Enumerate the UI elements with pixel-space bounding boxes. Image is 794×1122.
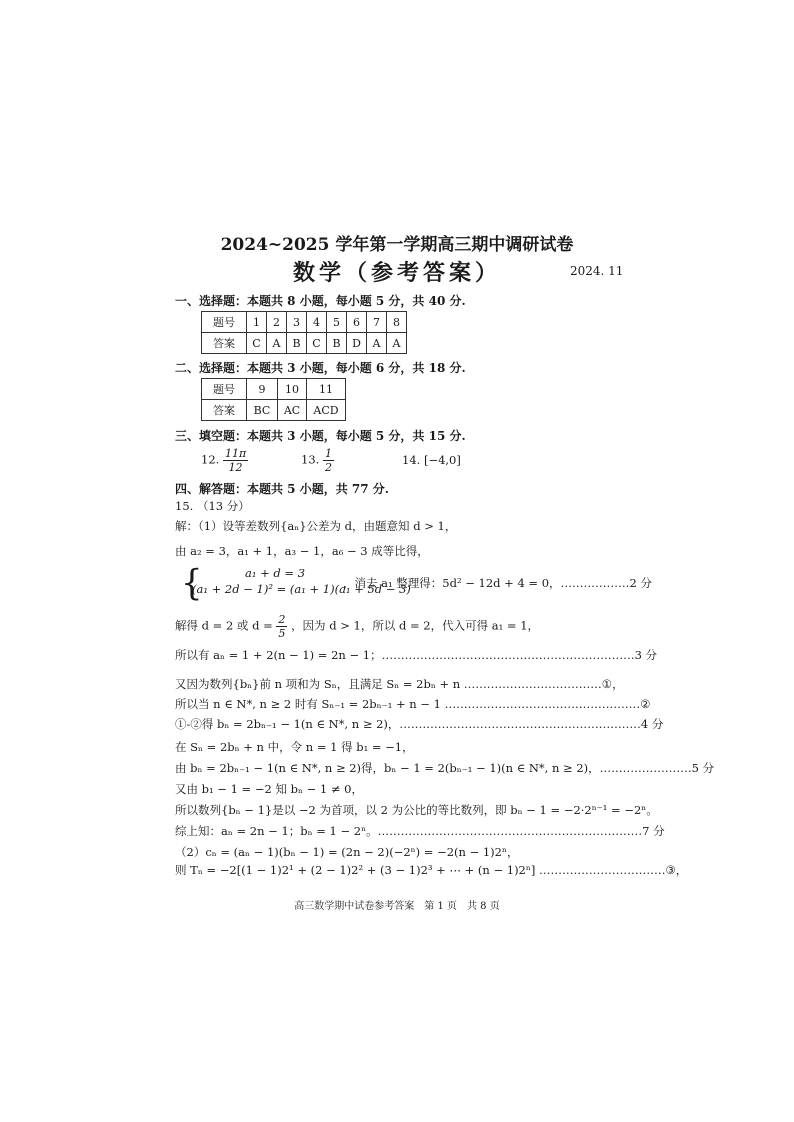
table-row bbox=[202, 333, 407, 354]
row-label: 题号 bbox=[202, 312, 247, 333]
question-number: 11 bbox=[307, 379, 346, 400]
answer-cell: A bbox=[387, 333, 407, 354]
q14-answer bbox=[402, 453, 461, 467]
answer-cell: B bbox=[287, 333, 307, 354]
solution-line: ，消去 a₁ 整理得：5d² − 12d + 4 = 0，………………2 分 bbox=[343, 576, 653, 590]
table-row bbox=[202, 312, 407, 333]
section1-heading: 一、选择题：本题共 8 小题，每小题 5 分，共 40 分. bbox=[175, 294, 466, 308]
system-equation-2: (a₁ + 2d − 1)² = (a₁ + 1)(a₁ + 5d − 3) bbox=[192, 582, 411, 596]
question-number: 3 bbox=[287, 312, 307, 333]
answer-cell: AC bbox=[278, 400, 307, 421]
system-brace: { bbox=[181, 562, 203, 604]
solution-text: ，因为 d > 1，所以 d = 2，代入可得 a₁ = 1， bbox=[291, 618, 540, 633]
q14-value: [−4,0] bbox=[423, 453, 461, 467]
page-footer: 高三数学期中试卷参考答案 第 1 页 共 8 页 bbox=[294, 901, 500, 912]
q13-denominator: 2 bbox=[324, 461, 332, 474]
question-number: 8 bbox=[387, 312, 407, 333]
question-number: 6 bbox=[347, 312, 367, 333]
table-row bbox=[202, 400, 346, 421]
question-number: 1 bbox=[247, 312, 267, 333]
fraction-numerator: 2 bbox=[278, 613, 286, 626]
answer-cell: A bbox=[267, 333, 287, 354]
row-label: 答案 bbox=[202, 400, 247, 421]
solution-line bbox=[175, 613, 539, 640]
solution-line: （2）cₙ = (aₙ − 1)(bₙ − 1) = (2n − 2)(−2ⁿ) = −2(n − 1)2ⁿ， bbox=[175, 845, 519, 859]
d-fraction bbox=[276, 613, 287, 640]
answer-cell: A bbox=[367, 333, 387, 354]
solution-line: 由 a₂ = 3，a₁ + 1，a₃ − 1，a₆ − 3 成等比得， bbox=[175, 544, 429, 558]
answer-cell: BC bbox=[247, 400, 278, 421]
question-number: 7 bbox=[367, 312, 387, 333]
question-number: 5 bbox=[327, 312, 347, 333]
solution-line: 所以当 n ∈ N*, n ≥ 2 时有 Sₙ₋₁ = 2bₙ₋₁ + n − 1 ……………………………………………② bbox=[175, 697, 651, 711]
solution-line: 又由 b₁ − 1 = −2 知 bₙ − 1 ≠ 0， bbox=[175, 782, 363, 796]
fraction-denominator: 5 bbox=[278, 627, 286, 640]
solution-line: 综上知：aₙ = 2n − 1；bₙ = 1 − 2ⁿ。……………………………………………………………7 分 bbox=[175, 824, 665, 838]
solution-line: 所以有 aₙ = 1 + 2(n − 1) = 2n − 1；…………………………………………………………3 分 bbox=[175, 648, 658, 662]
row-label: 答案 bbox=[202, 333, 247, 354]
section1-answer-table bbox=[201, 311, 407, 354]
q13-numerator: 1 bbox=[324, 447, 332, 460]
answer-cell: ACD bbox=[307, 400, 346, 421]
q13-label: 13. bbox=[301, 452, 320, 467]
q12-label: 12. bbox=[201, 452, 220, 467]
system-equation-1: a₁ + d = 3 bbox=[245, 566, 306, 580]
solution-line: 则 Tₙ = −2[(1 − 1)2¹ + (2 − 1)2² + (3 − 1)2³ + ⋯ + (n − 1)2ⁿ] ……………………………③， bbox=[175, 863, 688, 877]
q12-fraction bbox=[223, 447, 248, 474]
answer-cell: C bbox=[247, 333, 267, 354]
solution-line: 解：（1）设等差数列{aₙ}公差为 d，由题意知 d > 1， bbox=[175, 519, 457, 533]
exam-subtitle: 数学（参考答案） bbox=[292, 260, 501, 286]
q12-numerator: 11π bbox=[224, 447, 247, 460]
answer-cell: B bbox=[327, 333, 347, 354]
answer-cell: C bbox=[307, 333, 327, 354]
exam-title: 2024~2025 学年第一学期高三期中调研试卷 bbox=[220, 235, 574, 255]
q13-fraction bbox=[323, 447, 334, 474]
question-number: 2 bbox=[267, 312, 287, 333]
question-number: 10 bbox=[278, 379, 307, 400]
question-number: 4 bbox=[307, 312, 327, 333]
section2-heading: 二、选择题：本题共 3 小题，每小题 6 分，共 18 分. bbox=[175, 361, 466, 375]
exam-date: 2024. 11 bbox=[570, 264, 624, 278]
solution-line: 由 bₙ = 2bₙ₋₁ − 1(n ∈ N*, n ≥ 2)得，bₙ − 1 = 2(bₙ₋₁ − 1)(n ∈ N*, n ≥ 2)，……………………5 分 bbox=[175, 761, 715, 775]
table-row bbox=[202, 379, 346, 400]
solution-line: 所以数列{bₙ − 1}是以 −2 为首项，以 2 为公比的等比数列，即 bₙ − 1 = −2·2ⁿ⁻¹ = −2ⁿ。 bbox=[175, 803, 658, 817]
solution-line: 在 Sₙ = 2bₙ + n 中，令 n = 1 得 b₁ = −1， bbox=[175, 740, 414, 754]
q12-answer bbox=[201, 447, 248, 474]
q12-denominator: 12 bbox=[228, 461, 243, 474]
row-label: 题号 bbox=[202, 379, 247, 400]
section4-heading: 四、解答题：本题共 5 小题，共 77 分. bbox=[175, 482, 389, 496]
answer-cell: D bbox=[347, 333, 367, 354]
q14-label: 14. bbox=[402, 453, 421, 467]
question-number: 9 bbox=[247, 379, 278, 400]
solution-line: ①-②得 bₙ = 2bₙ₋₁ − 1(n ∈ N*, n ≥ 2)，………………………………………………………4 分 bbox=[175, 717, 664, 731]
section3-heading: 三、填空题：本题共 3 小题，每小题 5 分，共 15 分. bbox=[175, 429, 466, 443]
q13-answer bbox=[301, 447, 334, 474]
solution-text: 解得 d = 2 或 d = bbox=[175, 618, 273, 633]
solution-line: 又因为数列{bₙ}前 n 项和为 Sₙ，且满足 Sₙ = 2bₙ + n ………………………………①， bbox=[175, 677, 624, 691]
section2-answer-table bbox=[201, 378, 346, 421]
q15-label: 15. （13 分） bbox=[175, 499, 250, 513]
